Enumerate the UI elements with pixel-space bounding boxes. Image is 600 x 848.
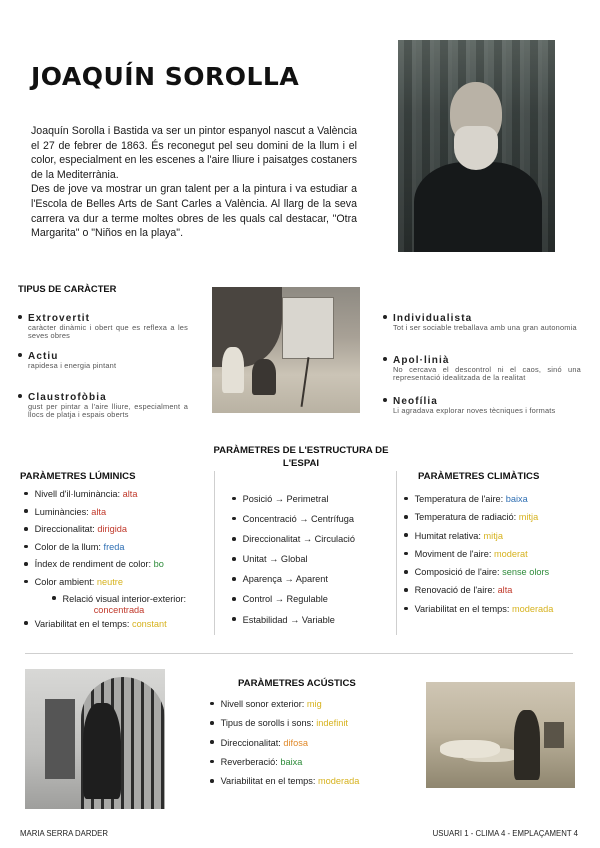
param-value: mitja (483, 530, 503, 541)
list-item: Variabilitat en el temps: moderada (404, 603, 594, 621)
trait-name: Claustrofòbia (28, 392, 107, 403)
bullet-icon (404, 607, 408, 611)
beach-painting-photo (212, 287, 360, 413)
param-value: alta (91, 506, 107, 517)
list-item: Luminàncies: alta (24, 506, 214, 524)
list-item: Variabilitat en el temps: moderada (210, 775, 410, 794)
trait-name: Individualista (393, 313, 473, 324)
arrow-icon: → (290, 614, 300, 625)
figure-shape (252, 359, 276, 395)
trait-description: caràcter dinàmic i obert que es reflexa a les seves obres (28, 323, 188, 341)
bullet-icon (404, 515, 408, 519)
bullet-icon (24, 621, 28, 625)
figure-shape (514, 710, 540, 780)
space-structure-list (232, 493, 394, 634)
bullet-icon (52, 596, 56, 600)
canvas-shape (282, 297, 334, 359)
list-item: Índex de rendiment de color: bo (24, 558, 214, 576)
list-item: Humitat relativa: mitja (404, 530, 594, 548)
list-item: Unitat → Global (232, 553, 394, 573)
trait-description: No cercava el descontrol ni el caos, sinó una representació idealitzada de la realitat (393, 365, 581, 383)
climatics-title: PARÀMETRES CLIMÀTICS (418, 471, 540, 482)
trait-description: Li agradava explorar noves tècniques i formats (393, 406, 556, 415)
arrow-icon: → (299, 514, 309, 525)
character-section-title: TIPUS DE CARÀCTER (18, 283, 117, 294)
list-item: Reverberació: baixa (210, 756, 410, 775)
luminics-list (24, 488, 214, 635)
bullet-icon (232, 617, 236, 621)
trait-neofilia (383, 396, 581, 415)
arrow-icon: → (274, 594, 284, 605)
param-value: neutre (96, 576, 123, 587)
list-item: Variabilitat en el temps: constant (24, 618, 214, 636)
param-value: concentrada (93, 605, 145, 616)
bullet-icon (404, 570, 408, 574)
arrow-icon: → (269, 554, 279, 565)
bullet-icon (383, 398, 387, 402)
bullet-icon (232, 557, 236, 561)
bullet-icon (232, 497, 236, 501)
bullet-icon (24, 545, 28, 549)
intro-paragraph-2: Des de jove va mostrar un gran talent per a la pintura i va estudiar a l'Escola de Belles Arts de Sant Carles a València. Al llarg de la seva carrera va dur a terme moltes obres de les quals cal destacar, "Otra Margarita" o "Niños en la playa". (31, 183, 357, 240)
list-item: Estabilidad → Variable (232, 614, 394, 634)
studio-photo (25, 669, 165, 809)
footer-meta: USUARI 1 - CLIMA 4 - EMPLAÇAMENT 4 (432, 829, 578, 838)
list-item: Direccionalitat: difosa (210, 737, 410, 756)
sheep-painting-photo (426, 682, 575, 788)
trait-name: Extrovertit (28, 313, 91, 324)
list-item: Relació visual interior-exterior: concentrada (24, 594, 214, 618)
bullet-icon (404, 588, 408, 592)
trait-actiu (18, 351, 188, 370)
list-item: Color ambient: neutre (24, 576, 214, 594)
bullet-icon (24, 580, 28, 584)
bullet-icon (24, 492, 28, 496)
bullet-icon (18, 353, 22, 357)
list-item: Aparença → Aparent (232, 573, 394, 593)
trait-name: Neofília (393, 396, 438, 407)
param-value: alta (497, 585, 513, 596)
bullet-icon (210, 740, 214, 744)
param-value: sense olors (502, 567, 550, 578)
easel-shape (544, 722, 564, 748)
column-divider (214, 471, 215, 635)
list-item: Tipus de sorolls i sons: indefinit (210, 717, 410, 736)
bullet-icon (18, 315, 22, 319)
figure-shape (222, 347, 244, 393)
easel-shape (301, 357, 310, 407)
param-value: difosa (283, 737, 308, 748)
trait-description: Tot i ser sociable treballava amb una gran autonomia (393, 323, 577, 332)
list-item: Renovació de l'aire: alta (404, 584, 594, 602)
param-value: baixa (280, 756, 303, 767)
trait-description: rapidesa i energia pintant (28, 361, 117, 370)
climatics-list (404, 493, 594, 621)
list-item: Direccionalitat: dirigida (24, 523, 214, 541)
list-item: Temperatura de l'aire: baixa (404, 493, 594, 511)
bullet-icon (24, 509, 28, 513)
trait-description: gust per pintar a l'aire lliure, especialment a llocs de platja i espais oberts (28, 402, 188, 420)
list-item: Color de la llum: freda (24, 541, 214, 559)
param-value: mitja (518, 512, 539, 523)
space-structure-title: PARÀMETRES DE L'ESTRUCTURA DE L'ESPAI (213, 445, 389, 469)
trait-name: Apol·linià (393, 355, 450, 366)
param-value: mig (306, 699, 322, 709)
list-item: Nivell sonor exterior: mig (210, 698, 410, 717)
intro-paragraph-1: Joaquín Sorolla i Bastida va ser un pintor espanyol nascut a València el 27 de febrer de 1863. És reconegut pel seu domini de la llum i el color, especialment en les escenes a l'aire lliure i paisatges costaners de la Mediterrània. (31, 125, 357, 181)
bullet-icon (210, 779, 214, 783)
bullet-icon (232, 597, 236, 601)
bullet-icon (232, 537, 236, 541)
arrow-icon: → (284, 574, 294, 585)
bullet-icon (24, 527, 28, 531)
trait-extrovertit (18, 313, 188, 340)
param-value: dirigida (97, 524, 128, 535)
list-item: Moviment de l'aire: moderat (404, 548, 594, 566)
list-item: Direccionalitat → Circulació (232, 533, 394, 553)
bullet-icon (232, 517, 236, 521)
bullet-icon (210, 721, 214, 725)
footer-author: MARIA SERRA DARDER (20, 829, 108, 838)
arrow-icon: → (302, 534, 313, 545)
section-divider (25, 653, 573, 654)
trait-apollinia (383, 355, 581, 382)
list-item: Control → Regulable (232, 593, 394, 613)
param-value: freda (103, 541, 125, 552)
list-item: Nivell d'il·luminància: alta (24, 488, 214, 506)
bullet-icon (18, 394, 22, 398)
param-value: baixa (505, 494, 528, 504)
sheep-shape (440, 740, 500, 758)
bullet-icon (383, 315, 387, 319)
page-title: JOAQUÍN SOROLLA (31, 62, 300, 91)
luminics-title: PARÀMETRES LÚMINICS (20, 471, 136, 482)
param-value: moderat (493, 548, 528, 559)
param-value: moderada (511, 603, 554, 614)
trait-claustrofobia (18, 392, 188, 419)
bullet-icon (383, 357, 387, 361)
list-item: Concentració → Centrífuga (232, 513, 394, 533)
param-value: constant (131, 618, 167, 629)
portrait-photo (398, 40, 555, 252)
portrait-beard (454, 126, 498, 170)
param-value: indefinit (316, 718, 348, 729)
canvas-shape (45, 699, 75, 779)
bullet-icon (404, 552, 408, 556)
intro-text (31, 124, 357, 241)
list-item: Temperatura de radiació: mitja (404, 511, 594, 529)
param-value: alta (122, 489, 138, 499)
portrait-body (414, 162, 542, 252)
bullet-icon (24, 562, 28, 566)
trait-name: Actiu (28, 351, 59, 362)
bullet-icon (232, 577, 236, 581)
bullet-icon (404, 533, 408, 537)
column-divider (396, 471, 397, 635)
bullet-icon (404, 497, 408, 501)
acoustics-title: PARÀMETRES ACÚSTICS (238, 678, 356, 689)
figure-shape (83, 703, 121, 799)
list-item: Composició de l'aire: sense olors (404, 566, 594, 584)
bullet-icon (210, 760, 214, 764)
bullet-icon (210, 702, 214, 706)
arrow-icon: → (274, 494, 284, 504)
trait-individualista (383, 313, 581, 332)
param-value: moderada (317, 776, 360, 787)
acoustics-list (210, 698, 410, 794)
param-value: bo (153, 559, 164, 570)
list-item: Posició → Perimetral (232, 493, 394, 513)
